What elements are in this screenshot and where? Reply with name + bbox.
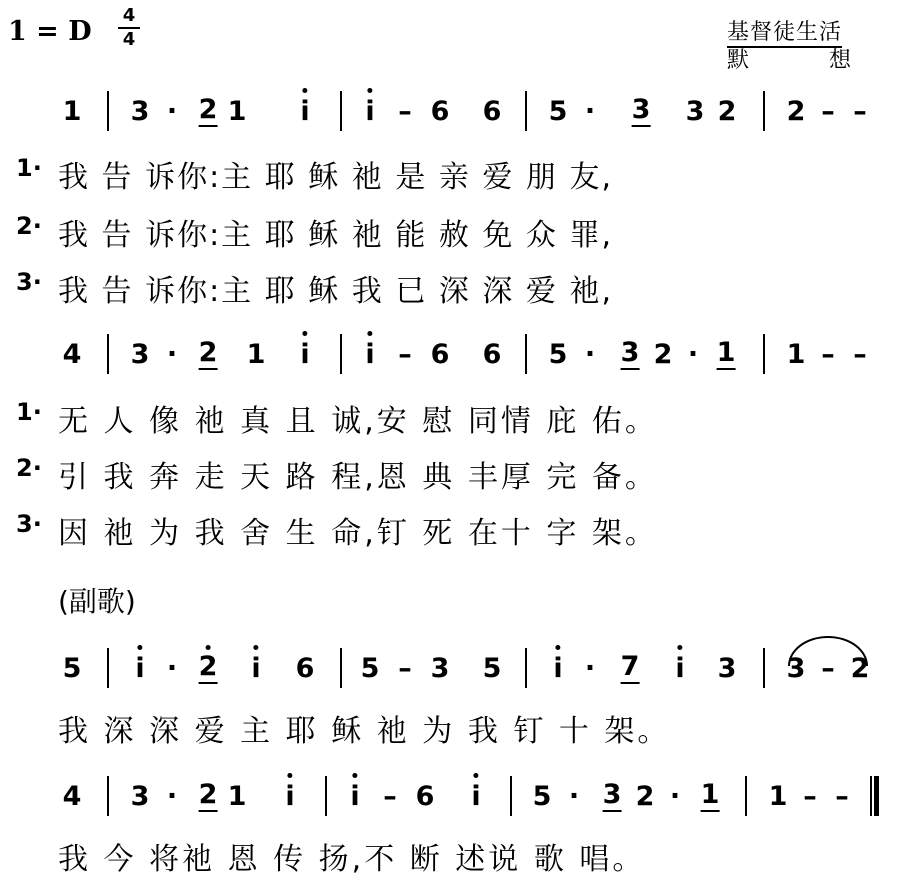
lyric-line xyxy=(0,452,900,495)
dash-note: – xyxy=(398,653,412,684)
bar-line xyxy=(107,334,109,374)
note: 1 xyxy=(246,339,266,370)
note: i xyxy=(471,780,480,814)
note: 2 xyxy=(635,781,655,812)
dash-note: – xyxy=(398,339,412,370)
dot-note: · xyxy=(166,339,178,370)
dash-note: – xyxy=(821,96,835,127)
chorus-label: (副歌) xyxy=(58,585,136,618)
note: 3 xyxy=(786,653,806,684)
lyric-line xyxy=(0,210,900,253)
song-author xyxy=(727,48,851,74)
dot-note: · xyxy=(166,781,178,812)
high-octave-dot xyxy=(302,88,307,93)
high-octave-dot xyxy=(367,331,372,336)
note: i xyxy=(285,780,294,814)
note: 5 xyxy=(360,653,380,684)
verse-number: 3· xyxy=(16,268,42,296)
bar-line xyxy=(510,776,512,816)
dot-note: · xyxy=(584,653,596,684)
key-signature: 1 = D xyxy=(8,16,92,47)
note: 3 xyxy=(130,339,150,370)
note: 3 xyxy=(130,781,150,812)
lyric-line xyxy=(0,266,900,309)
note: 5 xyxy=(548,96,568,127)
high-octave-dot xyxy=(352,773,357,778)
bar-line xyxy=(763,91,765,131)
lyric-line xyxy=(0,834,900,877)
bar-line xyxy=(763,648,765,688)
bar-line xyxy=(107,648,109,688)
note: 1 xyxy=(786,339,806,370)
note: 3 xyxy=(631,94,651,125)
note: 5 xyxy=(482,653,502,684)
note: i xyxy=(251,652,260,686)
high-octave-dot xyxy=(302,331,307,336)
bar-line xyxy=(340,648,342,688)
note: i xyxy=(350,780,359,814)
lyric-line xyxy=(0,152,900,195)
note: 3 xyxy=(430,653,450,684)
note: i xyxy=(675,652,684,686)
note: 2 xyxy=(850,653,870,684)
bar-line xyxy=(525,91,527,131)
note: 3 xyxy=(620,337,640,368)
notation-line xyxy=(0,780,900,824)
high-octave-dot xyxy=(253,645,258,650)
high-octave-dot xyxy=(287,773,292,778)
dot-note: · xyxy=(166,653,178,684)
note: 3 xyxy=(717,653,737,684)
song-source: 基督徒生活 xyxy=(727,20,842,48)
note: 6 xyxy=(415,781,435,812)
note: 1 xyxy=(62,96,82,127)
dot-note: · xyxy=(687,339,699,370)
note: 1 xyxy=(227,781,247,812)
note: 6 xyxy=(430,96,450,127)
note: i xyxy=(553,652,562,686)
lyric-text: 我 告 诉你:主 耶 稣 我 已 深 深 爱 祂, xyxy=(58,274,614,309)
note: 5 xyxy=(62,653,82,684)
author-char-2: 想 xyxy=(828,48,851,73)
note: i xyxy=(135,652,144,686)
note: 4 xyxy=(62,339,82,370)
verse-number: 3· xyxy=(16,510,42,538)
note: 3 xyxy=(130,96,150,127)
time-numerator: 4 xyxy=(122,5,136,26)
note: 3 xyxy=(685,96,705,127)
note: 1 xyxy=(700,779,720,810)
dash-note: – xyxy=(821,653,835,684)
high-octave-dot xyxy=(677,645,682,650)
high-octave-dot xyxy=(473,773,478,778)
note: 7 xyxy=(620,651,640,682)
dot-note: · xyxy=(584,96,596,127)
final-bar-line xyxy=(870,776,880,816)
note: 5 xyxy=(548,339,568,370)
dash-note: – xyxy=(821,339,835,370)
note: 2 xyxy=(198,337,218,368)
bar-line xyxy=(745,776,747,816)
note: 2 xyxy=(198,94,218,125)
lyric-text: 我 深 深 爱 主 耶 稣 祂 为 我 钉 十 架。 xyxy=(58,714,671,749)
dash-note: – xyxy=(853,339,867,370)
lyric-line xyxy=(0,706,900,749)
high-octave-dot xyxy=(205,645,210,650)
note: 2 xyxy=(199,652,218,684)
verse-number: 2· xyxy=(16,454,42,482)
lyric-line xyxy=(0,396,900,439)
note: 5 xyxy=(532,781,552,812)
dash-note: – xyxy=(383,781,397,812)
verse-number: 1· xyxy=(16,398,42,426)
time-signature xyxy=(118,6,140,50)
dash-note: – xyxy=(853,96,867,127)
note: 6 xyxy=(482,339,502,370)
author-char-1: 默 xyxy=(727,48,750,73)
note: 6 xyxy=(430,339,450,370)
dot-note: · xyxy=(166,96,178,127)
note: 6 xyxy=(295,653,315,684)
dash-note: – xyxy=(803,781,817,812)
dot-note: · xyxy=(669,781,681,812)
note: 3 xyxy=(602,779,622,810)
bar-line xyxy=(107,91,109,131)
note: 4 xyxy=(62,781,82,812)
note: 2 xyxy=(198,779,218,810)
bar-line xyxy=(107,776,109,816)
note: 1 xyxy=(716,337,736,368)
note: 2 xyxy=(786,96,806,127)
lyric-text: 我 告 诉你:主 耶 稣 祂 能 赦 免 众 罪, xyxy=(58,218,614,253)
note: i xyxy=(365,338,374,372)
lyric-text: 我 今 将祂 恩 传 扬,不 断 述说 歌 唱。 xyxy=(58,842,646,877)
notation-line xyxy=(0,95,900,139)
tie-arc xyxy=(788,636,868,666)
lyric-text: 无 人 像 祂 真 且 诚,安 慰 同情 庇 佑。 xyxy=(58,404,658,439)
verse-number: 1· xyxy=(16,154,42,182)
dash-note: – xyxy=(835,781,849,812)
lyric-text: 因 祂 为 我 舍 生 命,钉 死 在十 字 架。 xyxy=(58,516,658,551)
bar-line xyxy=(325,776,327,816)
dot-note: · xyxy=(568,781,580,812)
note: i xyxy=(365,95,374,129)
note: 2 xyxy=(717,96,737,127)
verse-number: 2· xyxy=(16,212,42,240)
bar-line xyxy=(340,91,342,131)
notation-line xyxy=(0,652,900,696)
dash-note: – xyxy=(398,96,412,127)
note: 2 xyxy=(653,339,673,370)
high-octave-dot xyxy=(555,645,560,650)
note: i xyxy=(300,338,309,372)
lyric-text: 引 我 奔 走 天 路 程,恩 典 丰厚 完 备。 xyxy=(58,460,658,495)
bar-line xyxy=(525,334,527,374)
bar-line xyxy=(763,334,765,374)
high-octave-dot xyxy=(137,645,142,650)
lyric-line xyxy=(0,508,900,551)
note: 1 xyxy=(768,781,788,812)
time-denominator: 4 xyxy=(122,29,136,50)
bar-line xyxy=(525,648,527,688)
notation-line xyxy=(0,338,900,382)
bar-line xyxy=(340,334,342,374)
high-octave-dot xyxy=(367,88,372,93)
note: 6 xyxy=(482,96,502,127)
dot-note: · xyxy=(584,339,596,370)
note: i xyxy=(300,95,309,129)
note: 1 xyxy=(227,96,247,127)
lyric-text: 我 告 诉你:主 耶 稣 祂 是 亲 爱 朋 友, xyxy=(58,160,614,195)
